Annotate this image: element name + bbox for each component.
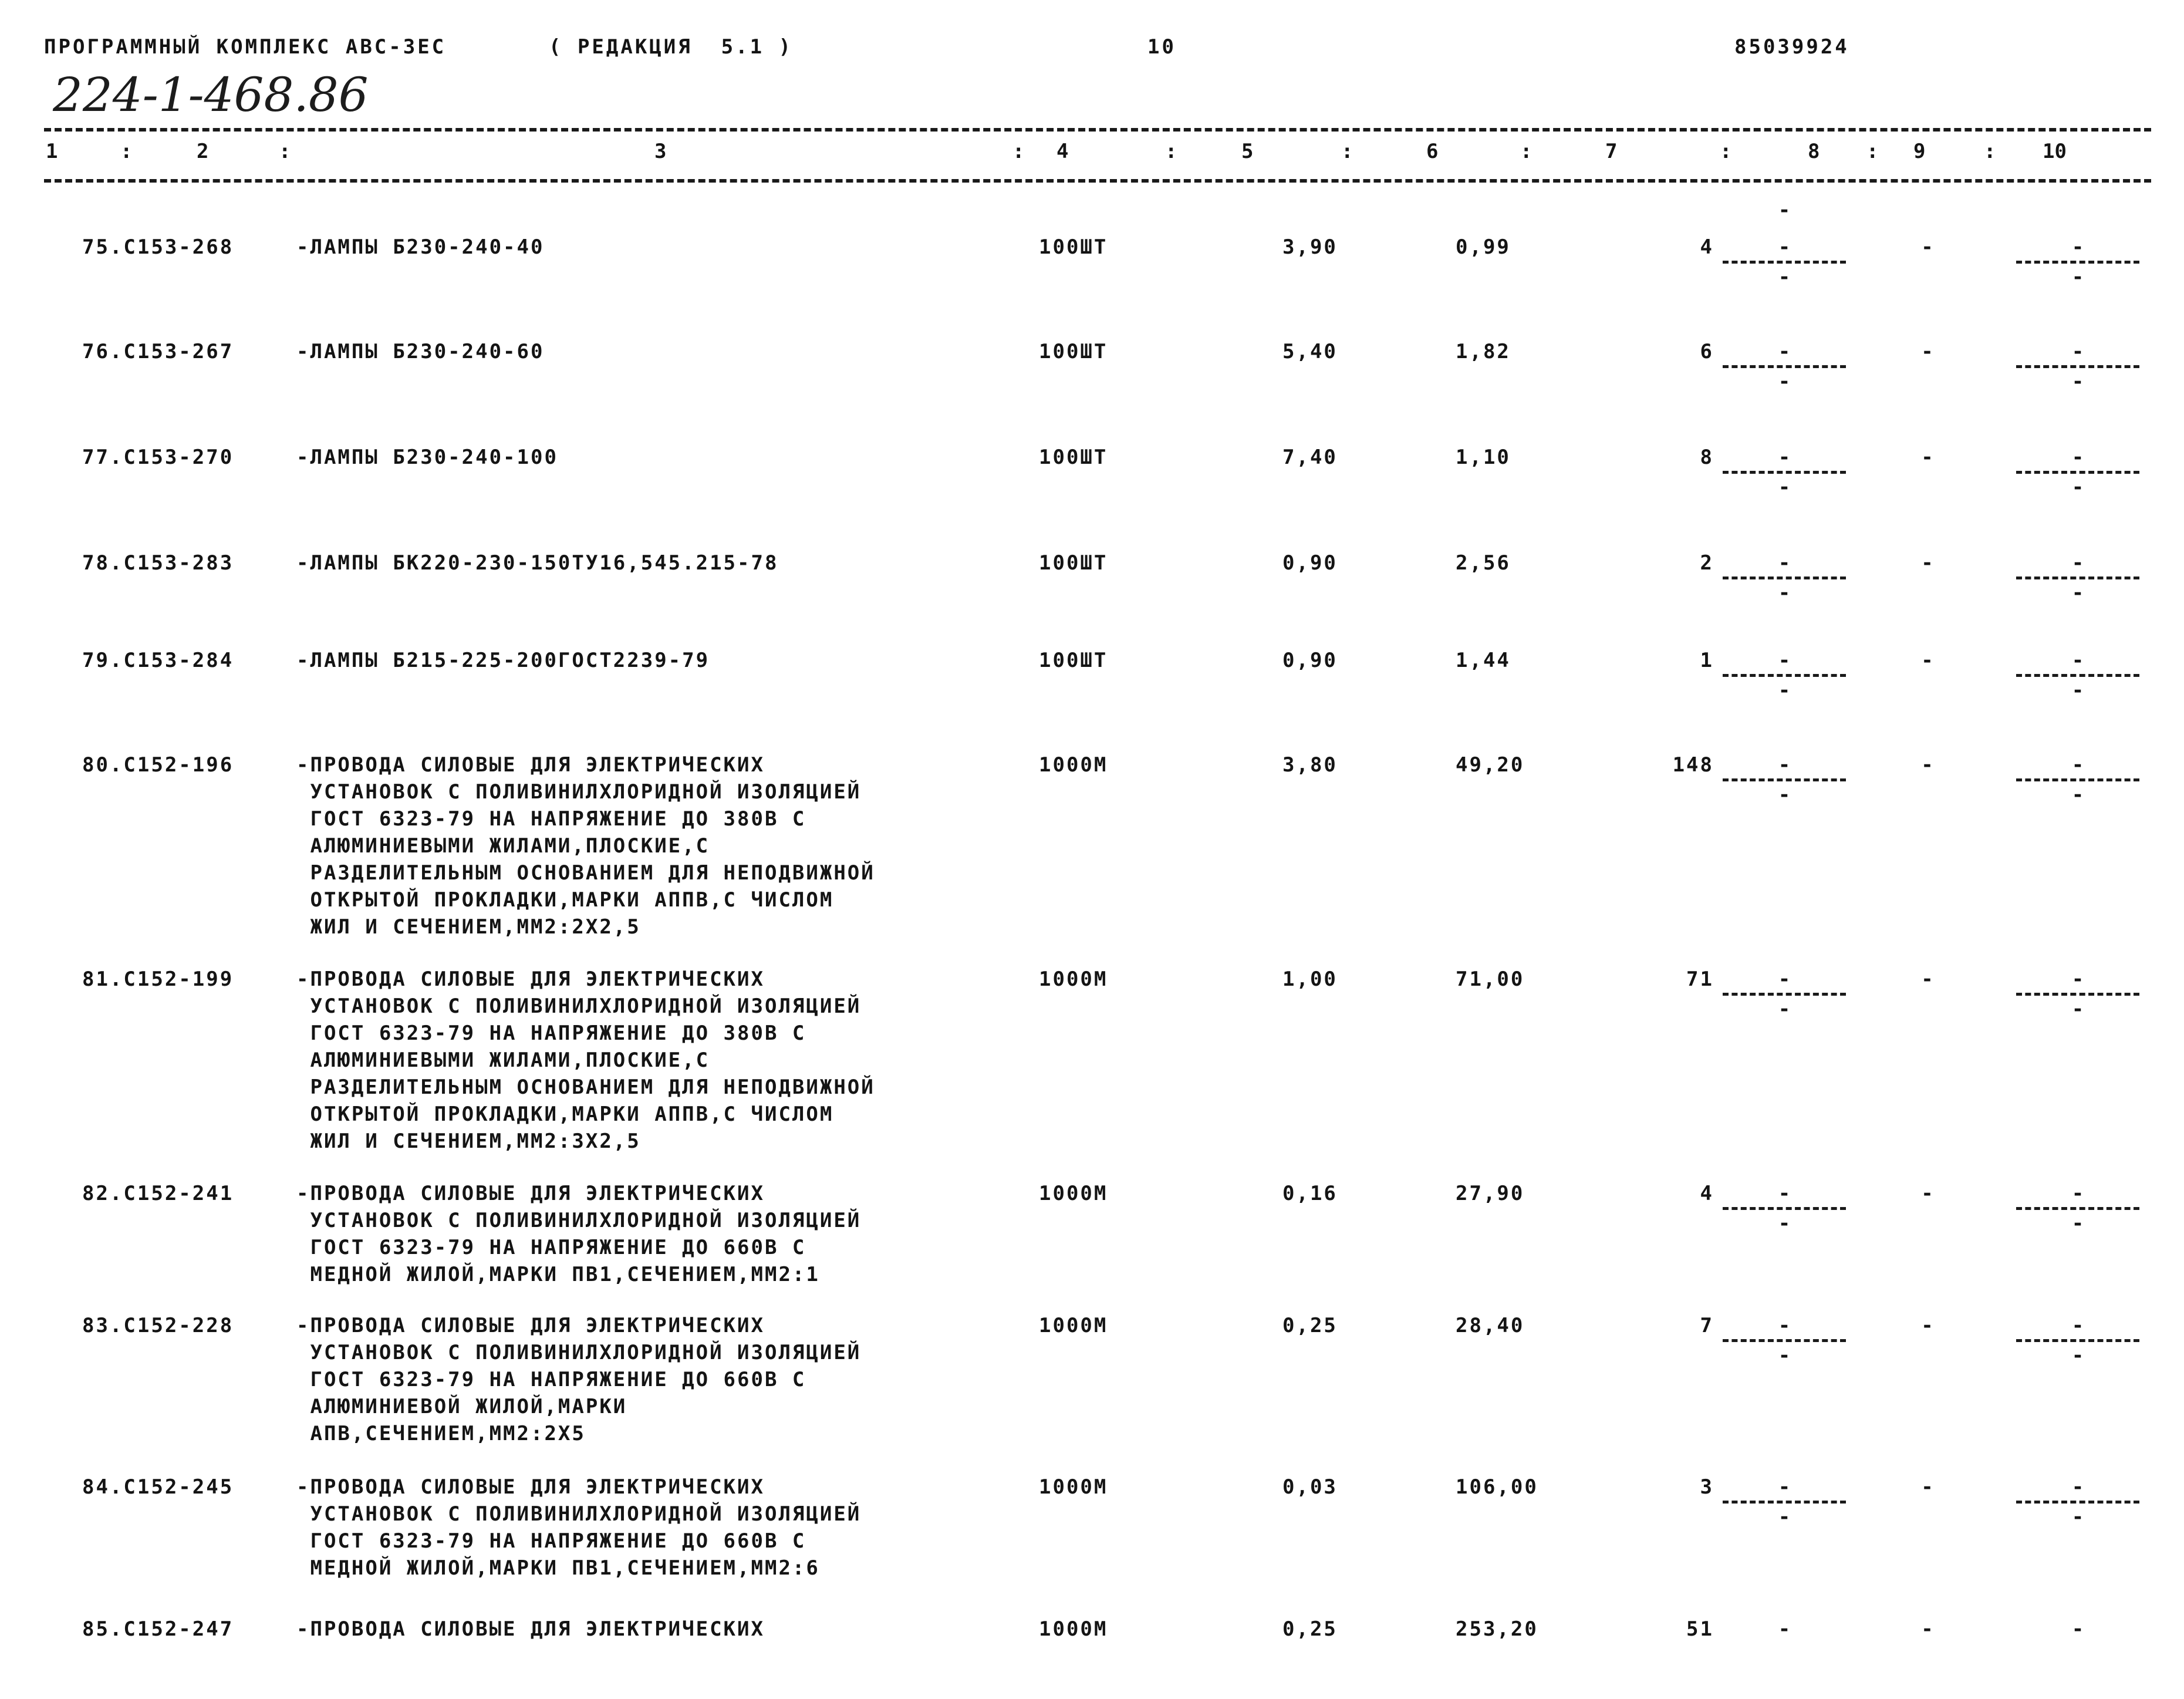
quantity: 2 — [1700, 551, 1714, 575]
description-line: РАЗДЕЛИТЕЛЬНЫМ ОСНОВАНИЕМ ДЛЯ НЕПОДВИЖНОЙ — [296, 861, 875, 885]
total-value: 2,56 — [1456, 551, 1511, 575]
column-header-10: 10 — [2043, 140, 2067, 163]
description-line: -ПРОВОДА СИЛОВЫЕ ДЛЯ ЭЛЕКТРИЧЕСКИХ — [296, 1182, 765, 1205]
column-10-fraction-numerator: - — [2071, 968, 2084, 991]
column-8-fraction — [1708, 1474, 1861, 1531]
description-line: -ПРОВОДА СИЛОВЫЕ ДЛЯ ЭЛЕКТРИЧЕСКИХ — [296, 1617, 765, 1641]
unit-price: 3,80 — [1282, 753, 1338, 777]
column-header-9: 9 — [1913, 140, 1926, 163]
column-8-fraction — [1708, 751, 1861, 808]
unit-price: 1,00 — [1282, 968, 1338, 991]
item-code: 80.С152-196 — [82, 753, 234, 777]
description-line: ГОСТ 6323-79 НА НАПРЯЖЕНИЕ ДО 660В С — [296, 1529, 806, 1553]
column-10-fraction — [2001, 966, 2154, 1023]
column-10-fraction-numerator: - — [2071, 1617, 2084, 1641]
item-description — [296, 234, 544, 261]
quantity: 1 — [1700, 649, 1714, 672]
column-8-fraction-numerator: - — [1778, 551, 1791, 575]
column-9-value: - — [1921, 753, 1935, 777]
total-value: 28,40 — [1456, 1314, 1525, 1337]
description-line: ЖИЛ И СЕЧЕНИЕМ,ММ2:2Х2,5 — [296, 915, 641, 939]
column-10-fraction-numerator: - — [2071, 753, 2084, 777]
column-separator: : — [1165, 140, 1177, 163]
column-10-fraction — [2001, 1616, 2154, 1643]
column-8-fraction-denominator: - — [1778, 370, 1791, 393]
header-rule-top — [44, 128, 2151, 132]
column-separator: : — [1012, 140, 1025, 163]
unit-of-measure: 100ШТ — [1039, 551, 1108, 575]
item-description — [296, 1312, 861, 1447]
description-line: -ПРОВОДА СИЛОВЫЕ ДЛЯ ЭЛЕКТРИЧЕСКИХ — [296, 1314, 765, 1337]
column-9-value: - — [1921, 1617, 1935, 1641]
total-value: 1,82 — [1456, 340, 1511, 363]
column-10-fraction-numerator: - — [2071, 1182, 2084, 1205]
unit-price: 0,25 — [1282, 1314, 1338, 1337]
item-description — [296, 751, 875, 940]
unit-of-measure: 1000М — [1039, 1314, 1108, 1337]
column-10-fraction — [2001, 751, 2154, 808]
quantity: 148 — [1672, 753, 1714, 777]
total-value: 0,99 — [1456, 235, 1511, 259]
column-8-fraction — [1708, 444, 1861, 501]
edition-label: ( РЕДАКЦИЯ 5.1 ) — [549, 35, 793, 59]
item-code: 84.С152-245 — [82, 1475, 234, 1499]
item-code: 83.С152-228 — [82, 1314, 234, 1337]
item-description — [296, 966, 875, 1155]
column-8-fraction-numerator: - — [1778, 1182, 1791, 1205]
column-separator: : — [1341, 140, 1353, 163]
unit-price: 5,40 — [1282, 340, 1338, 363]
unit-of-measure: 100ШТ — [1039, 649, 1108, 672]
column-8-fraction — [1708, 1616, 1861, 1643]
column-10-fraction-denominator: - — [2071, 997, 2084, 1021]
unit-of-measure: 100ШТ — [1039, 235, 1108, 259]
column-9-value: - — [1921, 1314, 1935, 1337]
column-10-fraction-numerator: - — [2071, 649, 2084, 672]
unit-of-measure: 100ШТ — [1039, 446, 1108, 469]
column-8-fraction-denominator: - — [1778, 1505, 1791, 1529]
column-8-fraction-numerator: - — [1778, 1314, 1791, 1337]
column-9-value: - — [1921, 649, 1935, 672]
column-8-fraction-denominator: - — [1778, 783, 1791, 807]
column-9-value: - — [1921, 446, 1935, 469]
column-header-3: 3 — [654, 140, 667, 163]
column-8-fraction-numerator: - — [1778, 1475, 1791, 1499]
description-line: ГОСТ 6323-79 НА НАПРЯЖЕНИЕ ДО 380В С — [296, 1022, 806, 1045]
column-8-fraction-numerator: - — [1778, 235, 1791, 259]
quantity: 4 — [1700, 1182, 1714, 1205]
column-10-fraction-numerator: - — [2071, 235, 2084, 259]
column-9-value: - — [1921, 551, 1935, 575]
header-rule-bottom — [44, 179, 2151, 183]
description-line: УСТАНОВОК С ПОЛИВИНИЛХЛОРИДНОЙ ИЗОЛЯЦИЕЙ — [296, 1502, 862, 1526]
column-10-fraction — [2001, 550, 2154, 606]
column-8-fraction — [1708, 1180, 1861, 1237]
item-code: 78.С153-283 — [82, 551, 234, 575]
column-8-fraction-numerator: - — [1778, 1617, 1791, 1641]
unit-of-measure: 1000М — [1039, 968, 1108, 991]
item-code: 77.С153-270 — [82, 446, 234, 469]
description-line: ЖИЛ И СЕЧЕНИЕМ,ММ2:3Х2,5 — [296, 1130, 641, 1153]
total-value: 71,00 — [1456, 968, 1525, 991]
column-10-fraction-denominator: - — [2071, 1212, 2084, 1235]
column-9-value: - — [1921, 235, 1935, 259]
document-code: 85039924 — [1734, 35, 1849, 59]
column-9-value: - — [1921, 340, 1935, 363]
column-header-7: 7 — [1605, 140, 1618, 163]
column-10-fraction-denominator: - — [2071, 581, 2084, 605]
description-line: УСТАНОВОК С ПОЛИВИНИЛХЛОРИДНОЙ ИЗОЛЯЦИЕЙ — [296, 995, 862, 1018]
column-8-fraction-denominator: - — [1778, 1344, 1791, 1367]
item-description — [296, 338, 544, 365]
column-9-value: - — [1921, 1475, 1935, 1499]
program-title: ПРОГРАММНЫЙ КОМПЛЕКС АВС-ЗЕС — [44, 35, 447, 59]
item-description — [296, 647, 710, 674]
column-8-fraction-numerator: - — [1778, 649, 1791, 672]
total-value: 1,10 — [1456, 446, 1511, 469]
unit-of-measure: 1000М — [1039, 753, 1108, 777]
quantity: 8 — [1700, 446, 1714, 469]
total-value: 1,44 — [1456, 649, 1511, 672]
item-description — [296, 1180, 861, 1288]
column-separator: : — [279, 140, 291, 163]
unit-price: 7,40 — [1282, 446, 1338, 469]
description-line: -ЛАМПЫ БК220-230-150ТУ16,545.215-78 — [296, 551, 779, 575]
column-8-fraction-denominator: - — [1778, 1212, 1791, 1235]
item-code: 81.С152-199 — [82, 968, 234, 991]
unit-price: 3,90 — [1282, 235, 1338, 259]
column-header-1: 1 — [46, 140, 58, 163]
total-value: 253,20 — [1456, 1617, 1538, 1641]
description-line: РАЗДЕЛИТЕЛЬНЫМ ОСНОВАНИЕМ ДЛЯ НЕПОДВИЖНОЙ — [296, 1076, 875, 1099]
column-8-fraction-numerator: - — [1778, 753, 1791, 777]
unit-of-measure: 1000М — [1039, 1617, 1108, 1641]
unit-price: 0,25 — [1282, 1617, 1338, 1641]
column-10-fraction-numerator: - — [2071, 1314, 2084, 1337]
item-description — [296, 444, 558, 471]
column-10-fraction-denominator: - — [2071, 679, 2084, 702]
unit-price: 0,16 — [1282, 1182, 1338, 1205]
description-line: -ЛАМПЫ Б230-240-60 — [296, 340, 545, 363]
column-8-fraction — [1708, 1312, 1861, 1369]
description-line: -ЛАМПЫ Б230-240-100 — [296, 446, 558, 469]
item-code: 79.С153-284 — [82, 649, 234, 672]
column-8-fraction-denominator: - — [1778, 581, 1791, 605]
column-10-fraction — [2001, 234, 2154, 291]
column-10-fraction-denominator: - — [2071, 370, 2084, 393]
description-line: АЛЮМИНИЕВОЙ ЖИЛОЙ,МАРКИ — [296, 1395, 627, 1418]
unit-of-measure: 1000М — [1039, 1182, 1108, 1205]
column-header-2: 2 — [197, 140, 209, 163]
description-line: -ЛАМПЫ Б215-225-200ГОСТ2239-79 — [296, 649, 710, 672]
description-line: ГОСТ 6323-79 НА НАПРЯЖЕНИЕ ДО 660В С — [296, 1368, 806, 1391]
total-value: 27,90 — [1456, 1182, 1525, 1205]
column-10-fraction-denominator: - — [2071, 265, 2084, 289]
handwritten-reference: 224-1-468.86 — [53, 68, 369, 122]
column-8-fraction — [1708, 234, 1861, 291]
column-9-value: - — [1921, 1182, 1935, 1205]
description-line: МЕДНОЙ ЖИЛОЙ,МАРКИ ПВ1,СЕЧЕНИЕМ,ММ2:1 — [296, 1263, 820, 1286]
description-line: АЛЮМИНИЕВЫМИ ЖИЛАМИ,ПЛОСКИЕ,С — [296, 1049, 710, 1072]
description-line: -ПРОВОДА СИЛОВЫЕ ДЛЯ ЭЛЕКТРИЧЕСКИХ — [296, 1475, 765, 1499]
item-description — [296, 1474, 861, 1582]
description-line: -ЛАМПЫ Б230-240-40 — [296, 235, 545, 259]
column-10-fraction — [2001, 1474, 2154, 1531]
column-8-fraction-numerator: - — [1778, 446, 1791, 469]
item-description — [296, 550, 778, 577]
description-line: ОТКРЫТОЙ ПРОКЛАДКИ,МАРКИ АППВ,С ЧИСЛОМ — [296, 888, 834, 912]
column-8-fraction — [1708, 338, 1861, 395]
column-8-fraction — [1708, 966, 1861, 1023]
description-line: УСТАНОВОК С ПОЛИВИНИЛХЛОРИДНОЙ ИЗОЛЯЦИЕЙ — [296, 1209, 862, 1232]
description-line: АЛЮМИНИЕВЫМИ ЖИЛАМИ,ПЛОСКИЕ,С — [296, 834, 710, 858]
description-line: ОТКРЫТОЙ ПРОКЛАДКИ,МАРКИ АППВ,С ЧИСЛОМ — [296, 1103, 834, 1126]
column-9-value: - — [1921, 968, 1935, 991]
item-code: 75.С153-268 — [82, 235, 234, 259]
quantity: 4 — [1700, 235, 1714, 259]
column-8-carry-mark: - — [1778, 198, 1791, 222]
column-10-fraction-numerator: - — [2071, 340, 2084, 363]
item-code: 76.С153-267 — [82, 340, 234, 363]
description-line: -ПРОВОДА СИЛОВЫЕ ДЛЯ ЭЛЕКТРИЧЕСКИХ — [296, 753, 765, 777]
column-10-fraction-numerator: - — [2071, 551, 2084, 575]
quantity: 7 — [1700, 1314, 1714, 1337]
quantity: 51 — [1686, 1617, 1714, 1641]
column-8-fraction — [1708, 550, 1861, 606]
column-8-fraction-denominator: - — [1778, 265, 1791, 289]
column-10-fraction-denominator: - — [2071, 1505, 2084, 1529]
column-8-fraction-denominator: - — [1778, 679, 1791, 702]
quantity: 3 — [1700, 1475, 1714, 1499]
column-separator: : — [1866, 140, 1879, 163]
column-10-fraction — [2001, 444, 2154, 501]
column-separator: : — [1720, 140, 1732, 163]
quantity: 71 — [1686, 968, 1714, 991]
column-8-fraction-numerator: - — [1778, 968, 1791, 991]
column-separator: : — [120, 140, 133, 163]
column-header-4: 4 — [1056, 140, 1069, 163]
column-10-fraction-numerator: - — [2071, 446, 2084, 469]
description-line: АПВ,СЕЧЕНИЕМ,ММ2:2Х5 — [296, 1422, 586, 1445]
column-10-fraction-denominator: - — [2071, 783, 2084, 807]
unit-of-measure: 1000М — [1039, 1475, 1108, 1499]
column-8-fraction-denominator: - — [1778, 997, 1791, 1021]
page-number: 10 — [1147, 35, 1176, 59]
column-8-fraction — [1708, 647, 1861, 704]
description-line: ГОСТ 6323-79 НА НАПРЯЖЕНИЕ ДО 660В С — [296, 1236, 806, 1259]
column-8-fraction-denominator: - — [1778, 476, 1791, 499]
description-line: УСТАНОВОК С ПОЛИВИНИЛХЛОРИДНОЙ ИЗОЛЯЦИЕЙ — [296, 780, 862, 804]
description-line: ГОСТ 6323-79 НА НАПРЯЖЕНИЕ ДО 380В С — [296, 807, 806, 831]
column-separator: : — [1984, 140, 1996, 163]
item-description — [296, 1616, 765, 1643]
description-line: МЕДНОЙ ЖИЛОЙ,МАРКИ ПВ1,СЕЧЕНИЕМ,ММ2:6 — [296, 1556, 820, 1580]
column-separator: : — [1520, 140, 1532, 163]
item-code: 85.С152-247 — [82, 1617, 234, 1641]
column-10-fraction — [2001, 1312, 2154, 1369]
total-value: 106,00 — [1456, 1475, 1538, 1499]
quantity: 6 — [1700, 340, 1714, 363]
column-header-6: 6 — [1426, 140, 1439, 163]
column-10-fraction — [2001, 1180, 2154, 1237]
column-10-fraction-denominator: - — [2071, 1344, 2084, 1367]
unit-of-measure: 100ШТ — [1039, 340, 1108, 363]
column-10-fraction — [2001, 338, 2154, 395]
column-8-fraction-numerator: - — [1778, 340, 1791, 363]
column-header-5: 5 — [1241, 140, 1254, 163]
total-value: 49,20 — [1456, 753, 1525, 777]
description-line: -ПРОВОДА СИЛОВЫЕ ДЛЯ ЭЛЕКТРИЧЕСКИХ — [296, 968, 765, 991]
description-line: УСТАНОВОК С ПОЛИВИНИЛХЛОРИДНОЙ ИЗОЛЯЦИЕЙ — [296, 1341, 862, 1364]
column-header-8: 8 — [1808, 140, 1820, 163]
unit-price: 0,90 — [1282, 551, 1338, 575]
unit-price: 0,03 — [1282, 1475, 1338, 1499]
column-10-fraction-denominator: - — [2071, 476, 2084, 499]
column-10-fraction-numerator: - — [2071, 1475, 2084, 1499]
item-code: 82.С152-241 — [82, 1182, 234, 1205]
unit-price: 0,90 — [1282, 649, 1338, 672]
column-10-fraction — [2001, 647, 2154, 704]
